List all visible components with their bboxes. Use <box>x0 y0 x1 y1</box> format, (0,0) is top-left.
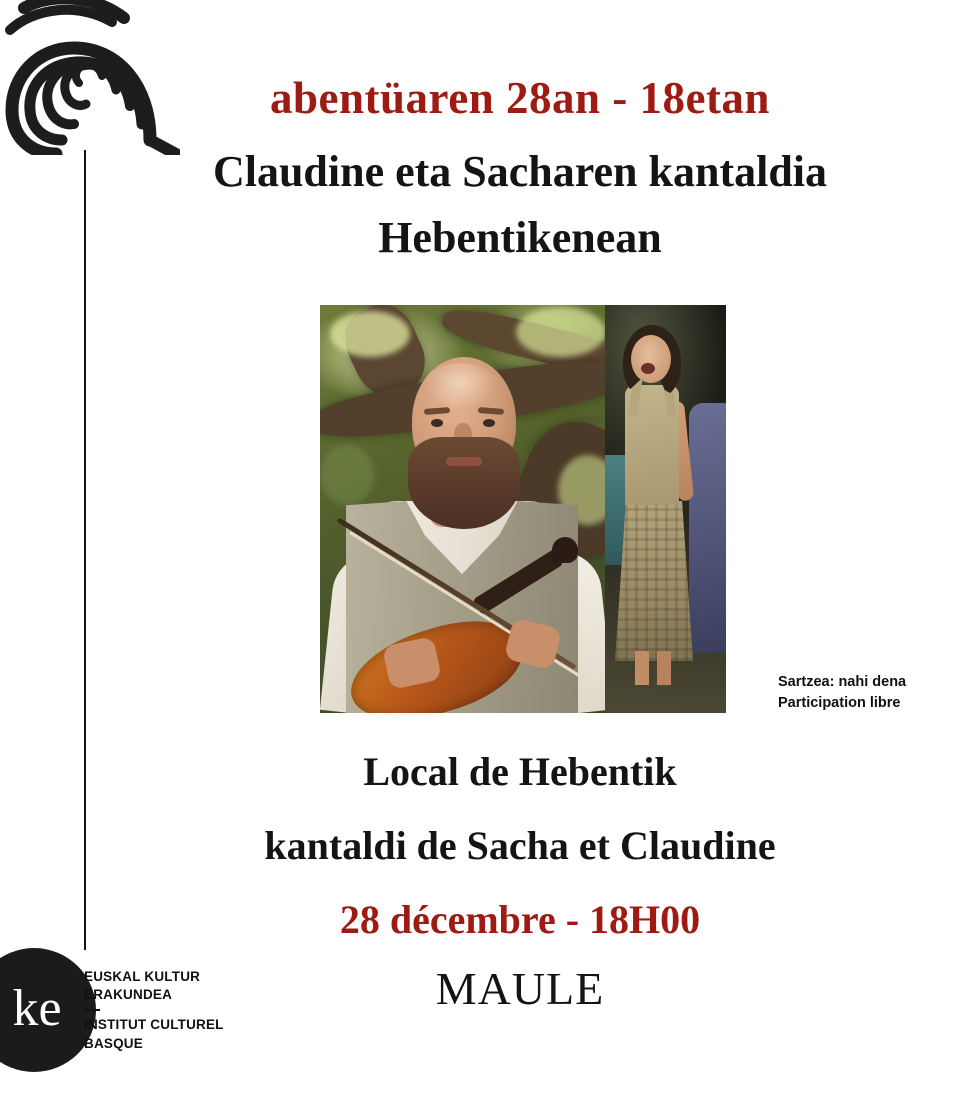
institute-logo-monogram: ke <box>12 980 62 1037</box>
logo-text-line-4: BASQUE <box>84 1035 143 1051</box>
entry-price-note-french: Participation libre <box>778 695 901 712</box>
violinist-figure <box>320 305 605 713</box>
event-photo <box>320 305 726 713</box>
logo-text-line-3: INSTITUT CULTUREL <box>84 1017 224 1033</box>
photo-pane-singer <box>605 305 726 713</box>
photo-pane-violinist <box>320 305 605 713</box>
logo-text-line-1: EUSKAL KULTUR <box>84 969 201 984</box>
event-line-french: kantaldi de Sacha et Claudine <box>264 823 776 868</box>
entry-price-note-basque: Sartzea: nahi dena <box>778 674 907 690</box>
logo-text-line-2: ERAKUNDEA <box>84 987 173 1003</box>
venue-line: Local de Hebentik <box>363 749 677 794</box>
logo-text-separator <box>84 1009 100 1011</box>
institute-logo-text <box>84 968 284 1053</box>
date-time-line-french: 28 décembre - 18H00 <box>339 897 701 942</box>
headline-date-basque: abentüaren 28an - 18etan <box>270 73 770 123</box>
title-line-2: Hebentikenean <box>378 213 662 262</box>
entry-price-note <box>778 672 968 714</box>
vertical-divider <box>84 150 86 950</box>
title-line-1: Claudine eta Sacharen kantaldia <box>212 147 828 196</box>
city-line: MAULE <box>435 963 605 1014</box>
